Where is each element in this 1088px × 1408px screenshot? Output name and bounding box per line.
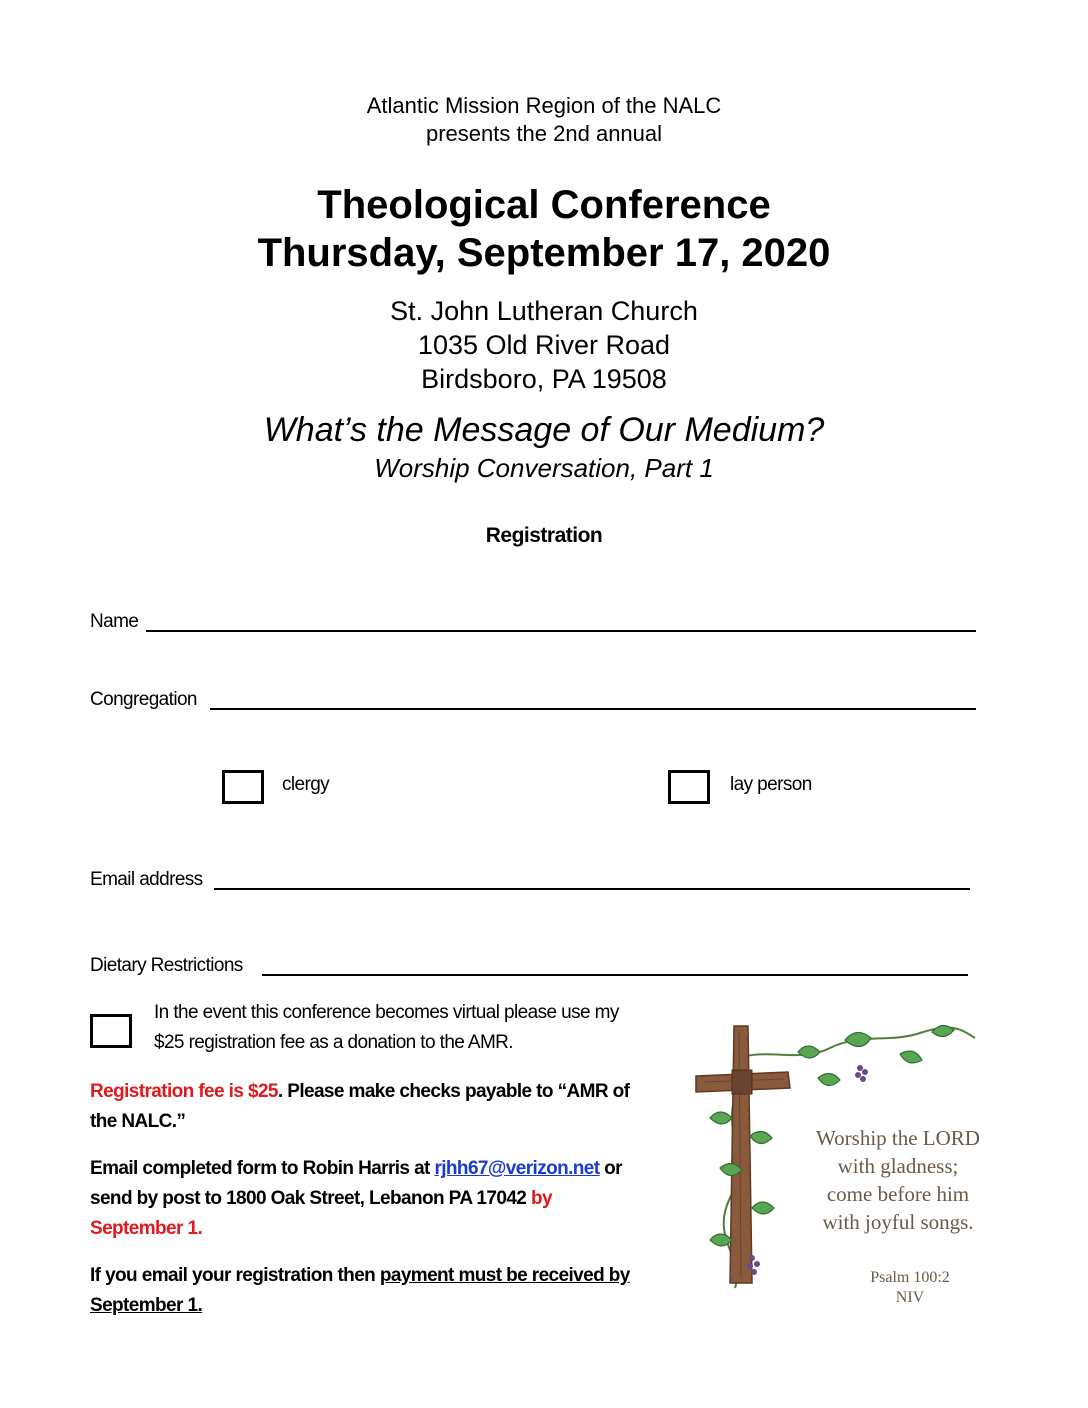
payment-deadline: payment must be received by bbox=[379, 1265, 630, 1286]
dietary-field[interactable] bbox=[262, 974, 968, 976]
scripture-reference bbox=[850, 1268, 970, 1308]
post-note bbox=[90, 1184, 552, 1214]
email-field[interactable] bbox=[214, 888, 970, 890]
verse-line-1: Worship the LORD bbox=[816, 1126, 980, 1150]
deadline-date: September 1. bbox=[90, 1218, 203, 1239]
conference-subtheme: Worship Conversation, Part 1 bbox=[374, 453, 714, 483]
fee-note bbox=[90, 1077, 629, 1107]
venue-city: Birdsboro, PA 19508 bbox=[421, 364, 667, 394]
name-field[interactable] bbox=[146, 630, 976, 632]
conference-title: Theological Conference bbox=[317, 183, 771, 227]
contact-email-link[interactable]: rjhh67@verizon.net bbox=[434, 1158, 600, 1179]
registration-heading: Registration bbox=[485, 524, 603, 547]
deadline-by: by bbox=[530, 1188, 552, 1209]
email-note-or: or bbox=[599, 1158, 622, 1179]
payment-deadline-date: September 1. bbox=[90, 1295, 203, 1316]
venue-street: 1035 Old River Road bbox=[417, 330, 671, 360]
lay-person-checkbox[interactable] bbox=[668, 770, 710, 804]
payment-note-text: If you email your registration then bbox=[90, 1265, 380, 1286]
presents-line: presents the 2nd annual bbox=[425, 121, 663, 146]
verse-reference: Psalm 100:2 bbox=[870, 1269, 950, 1286]
name-label: Name bbox=[90, 611, 139, 632]
organizer-line: Atlantic Mission Region of the NALC bbox=[366, 93, 722, 118]
conference-date: Thursday, September 17, 2020 bbox=[257, 231, 831, 275]
virtual-donation-line1: In the event this conference becomes virtual please use my bbox=[154, 1002, 619, 1023]
email-label: Email address bbox=[90, 869, 203, 890]
clergy-label: clergy bbox=[282, 774, 330, 795]
congregation-label: Congregation bbox=[90, 689, 197, 710]
scripture-verse bbox=[800, 1124, 996, 1236]
post-address: send by post to 1800 Oak Street, Lebanon PA 17042 bbox=[90, 1188, 531, 1209]
lay-person-label: lay person bbox=[730, 774, 812, 795]
congregation-field[interactable] bbox=[210, 708, 976, 710]
conference-theme: What’s the Message of Our Medium? bbox=[263, 411, 825, 449]
fee-payable: . Please make checks payable to “AMR of bbox=[277, 1081, 630, 1102]
email-note bbox=[90, 1154, 622, 1184]
verse-line-4: with joyful songs. bbox=[822, 1210, 974, 1234]
verse-line-2: with gladness; bbox=[837, 1154, 959, 1178]
virtual-donation-line2: $25 registration fee as a donation to the AMR. bbox=[154, 1032, 513, 1053]
dietary-label: Dietary Restrictions bbox=[90, 955, 243, 976]
clergy-checkbox[interactable] bbox=[222, 770, 264, 804]
fee-payee: the NALC.” bbox=[90, 1111, 186, 1132]
verse-translation: NIV bbox=[895, 1289, 925, 1306]
venue-name: St. John Lutheran Church bbox=[390, 296, 698, 326]
payment-note bbox=[90, 1261, 630, 1291]
fee-amount: Registration fee is $25 bbox=[90, 1081, 278, 1102]
verse-line-3: come before him bbox=[826, 1182, 970, 1206]
email-note-text: Email completed form to Robin Harris at bbox=[90, 1158, 435, 1179]
virtual-donation-checkbox[interactable] bbox=[90, 1014, 132, 1048]
